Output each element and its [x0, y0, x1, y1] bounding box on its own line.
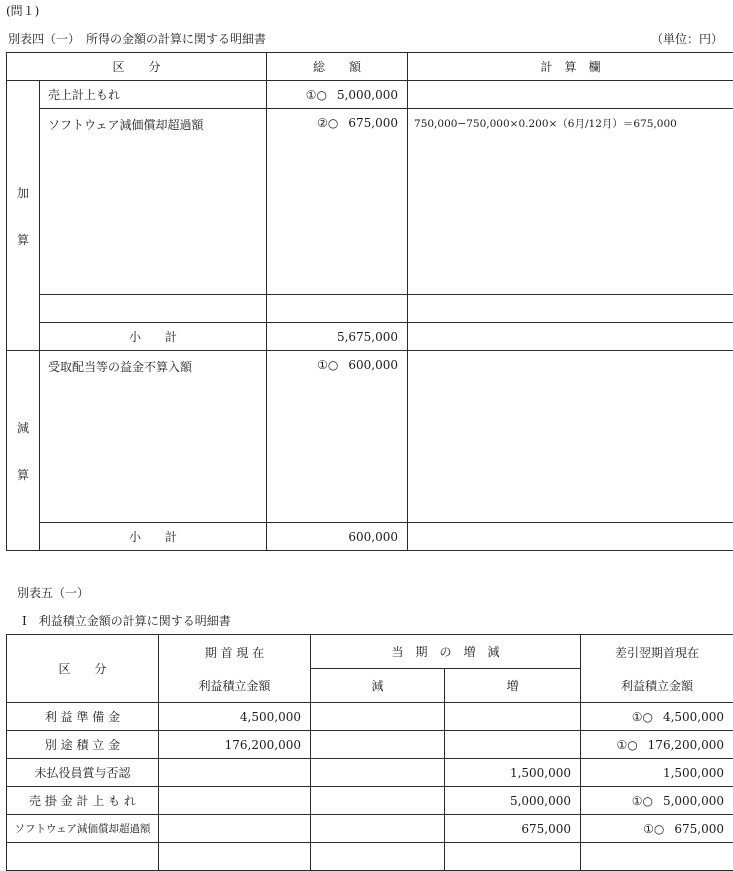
header-total: 総 額 — [267, 53, 408, 81]
row-ending — [581, 759, 733, 787]
ending-value: 176,200,000 — [647, 737, 725, 752]
empty-cell — [7, 843, 159, 871]
row-ending — [581, 787, 733, 815]
header-ending-line2: 利益積立金額 — [621, 678, 694, 693]
header-increase: 増 — [445, 669, 581, 703]
empty-cell — [159, 843, 311, 871]
empty-cell — [581, 843, 733, 871]
add-subtotal-label: 小 計 — [40, 323, 267, 351]
row-beginning — [159, 787, 311, 815]
add-row-label: 売上計上もれ — [40, 81, 267, 109]
ending-value: 675,000 — [674, 821, 725, 836]
row-beginning — [159, 815, 311, 843]
add-row-calc — [408, 109, 733, 295]
add-row-amount — [267, 109, 408, 295]
amount-value: 600,000 — [348, 358, 399, 372]
row-ending — [581, 815, 733, 843]
empty-cell — [267, 295, 408, 323]
question-label: (問１) — [6, 4, 40, 18]
score-mark: ②○ — [317, 116, 339, 130]
row-increase: 675,000 — [445, 815, 581, 843]
row-decrease — [311, 787, 445, 815]
sub-char-1: 減 — [16, 420, 29, 435]
empty-cell — [311, 843, 445, 871]
add-row-amount — [267, 81, 408, 109]
ending-value: 5,000,000 — [662, 793, 725, 808]
sub-char-2: 算 — [16, 467, 29, 482]
score-mark: ①○ — [305, 87, 327, 102]
row-decrease — [311, 731, 445, 759]
row-label: 別 途 積 立 金 — [7, 731, 159, 759]
header-category: 区 分 — [7, 53, 267, 81]
ending-value: 4,500,000 — [662, 709, 725, 724]
amount-value: 5,000,000 — [336, 87, 399, 102]
add-row-calc — [408, 81, 733, 109]
add-char-1: 加 — [16, 185, 29, 200]
row-beginning: 176,200,000 — [159, 731, 311, 759]
empty-cell — [40, 295, 267, 323]
add-char-2: 算 — [16, 232, 29, 247]
row-label: ソフトウェア減価償却超過額 — [7, 815, 159, 843]
score-mark: ①○ — [616, 737, 638, 752]
header-beginning-line2: 利益積立金額 — [198, 678, 271, 693]
header-calc: 計 算 欄 — [408, 53, 733, 81]
header-category: 区 分 — [7, 635, 159, 703]
header-decrease: 減 — [311, 669, 445, 703]
sub-row-label: 受取配当等の益金不算入額 — [40, 351, 267, 523]
empty-cell — [408, 523, 733, 551]
row-increase: 1,500,000 — [445, 759, 581, 787]
row-ending — [581, 703, 733, 731]
empty-cell — [408, 323, 733, 351]
row-ending — [581, 731, 733, 759]
sub-subtotal-amount: 600,000 — [267, 523, 408, 551]
table4-title: 別表四（一） 所得の金額の計算に関する明細書 — [8, 32, 267, 46]
header-change: 当 期 の 増 減 — [311, 635, 581, 669]
row-decrease — [311, 759, 445, 787]
row-beginning: 4,500,000 — [159, 703, 311, 731]
unit-label: （単位：円） — [650, 32, 723, 46]
sub-side-label — [7, 351, 40, 551]
sub-subtotal-label: 小 計 — [40, 523, 267, 551]
row-label: 売 掛 金 計 上 も れ — [7, 787, 159, 815]
sub-row-calc — [408, 351, 733, 523]
calc-formula: 750,000−750,000×0.200×（6月/12月）＝675,000 — [414, 118, 677, 130]
score-mark: ①○ — [631, 709, 653, 724]
score-mark: ①○ — [631, 793, 653, 808]
sub-row-amount — [267, 351, 408, 523]
add-side-label — [7, 81, 40, 351]
row-increase — [445, 731, 581, 759]
table5-title: 別表五（一） — [17, 586, 90, 600]
score-mark: ①○ — [643, 821, 665, 836]
add-row-label: ソフトウェア減価償却超過額 — [40, 109, 267, 295]
row-increase: 5,000,000 — [445, 787, 581, 815]
add-subtotal-amount: 5,675,000 — [267, 323, 408, 351]
header-beginning — [159, 635, 311, 703]
row-decrease — [311, 703, 445, 731]
row-increase — [445, 703, 581, 731]
amount-value: 675,000 — [348, 116, 399, 130]
row-beginning — [159, 759, 311, 787]
row-label: 利 益 準 備 金 — [7, 703, 159, 731]
empty-cell — [408, 295, 733, 323]
header-beginning-line1: 期 首 現 在 — [204, 645, 265, 660]
table5-section-title: Ⅰ 利益積立金額の計算に関する明細書 — [22, 614, 231, 628]
score-mark: ①○ — [317, 358, 339, 372]
row-label: 未払役員賞与否認 — [7, 759, 159, 787]
row-decrease — [311, 815, 445, 843]
header-ending — [581, 635, 733, 703]
header-ending-line1: 差引翌期首現在 — [615, 645, 700, 660]
ending-value: 1,500,000 — [662, 765, 725, 780]
empty-cell — [445, 843, 581, 871]
income-calc-table — [6, 52, 733, 551]
retained-earnings-table — [6, 634, 733, 871]
